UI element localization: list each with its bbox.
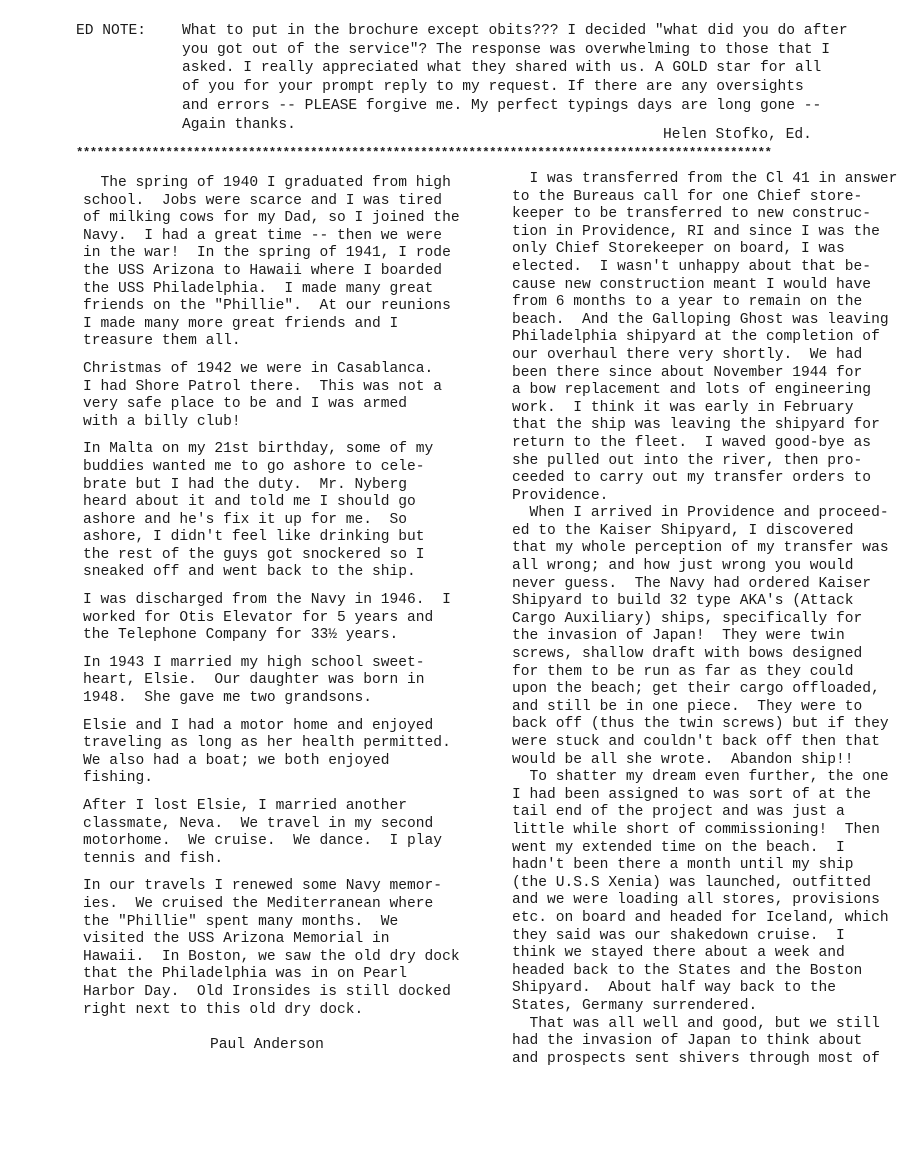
left-column-story xyxy=(83,175,483,1029)
paragraph: In 1943 I married my high school sweet- heart, Elsie. Our daughter was born in 1948. She gave me two grandsons. xyxy=(83,654,425,707)
editor-note-label: ED NOTE: xyxy=(76,23,147,39)
story-author: Paul Anderson xyxy=(210,1037,324,1053)
editor-note-text: What to put in the brochure except obits??? I decided "what did you do after you got out of the service"? The response was overwhelming to those that I asked. I really appreciated what they shared with us. A GOLD star for all of you for your prompt reply to my request. If there are any oversights and errors -- PLEASE forgive me. My perfect typings days are long gone -- Again thanks. xyxy=(182,23,848,133)
paragraph: That was all well and good, but we still had the invasion of Japan to think about and prospects sent shivers through most of xyxy=(512,1015,880,1067)
right-column-story xyxy=(512,171,900,1068)
paragraph: When I arrived in Providence and proceed- ed to the Kaiser Shipyard, I discovered that my whole perception of my transfer was all wrong; and how just wrong you would never guess. The Navy had ordered Kaiser Shipyard to build 32 type AKA's (Attack Cargo Auxiliary) ships, specifically for the invasion of Japan! They were twin screws, shallow draft with bows designed for them to be run as far as they could upon the beach; get their cargo offloaded, and still be in one piece. They were to back off (thus the twin screws) but if they were stuck and couldn't back off then that would be all she wrote. Abandon ship!! xyxy=(512,505,889,768)
paragraph: After I lost Elsie, I married another classmate, Neva. We travel in my second motorhome. We cruise. We dance. I play tennis and fish. xyxy=(83,798,443,867)
paragraph: I was transferred from the Cl 41 in answer to the Bureaus call for one Chief store- keeper to be transferred to new construc- tion in Providence, RI and since I was the only Chief Storekeeper on board, I was elected. I wasn't unhappy about that be- cause new construction meant I would have from 6 months to a year to remain on the beach. And the Galloping Ghost was leaving Philadelphia shipyard at the completion of our overhaul there very shortly. We had been there since about November 1944 for a bow replacement and lots of engineering work. I think it was early in February that the ship was leaving the shipyard for return to the fleet. I waved good-bye as she pulled out into the river, then pro- ceeded to carry out my transfer orders to Providence. xyxy=(512,171,898,504)
paragraph: In Malta on my 21st birthday, some of my buddies wanted me to go ashore to cele- brate but I had the duty. Mr. Nyberg heard about it and told me I should go ashore and he's fix it up for me. So ashore, I didn't feel like drinking but the rest of the guys got snockered so I sneaked off and went back to the ship. xyxy=(83,441,434,581)
paragraph: The spring of 1940 I graduated from high school. Jobs were scarce and I was tired of milking cows for my Dad, so I joined the Navy. I had a great time -- then we were in the war! In the spring of 1941, I rode the USS Arizona to Hawaii where I boarded the USS Philadelphia. I made many great friends on the "Phillie". At our reunions I made many more great friends and I treasure them all. xyxy=(83,175,460,350)
editor-signature: Helen Stofko, Ed. xyxy=(663,127,812,143)
paragraph: Elsie and I had a motor home and enjoyed traveling as long as her health permitted. We also had a boat; we both enjoyed fishing. xyxy=(83,717,451,787)
paragraph: To shatter my dream even further, the one I had been assigned to was sort of at the tail end of the project and was just a little while short of commissioning! Then went my extended time on the beach. I hadn't been there a month until my ship (the U.S.S Xenia) was launched, outfitted and we were loading all stores, provisions etc. on board and headed for Iceland, which they said was our shakedown cruise. I think we stayed there about a week and headed back to the States and the Boston Shipyard. About half way back to the States, Germany surrendered. xyxy=(512,769,889,1014)
paragraph: In our travels I renewed some Navy memor- ies. We cruised the Mediterranean where the "Phillie" spent many months. We visited the USS Arizona Memorial in Hawaii. In Boston, we saw the old dry dock that the Philadelphia was in on Pearl Harbor Day. Old Ironsides is still docked right next to this old dry dock. xyxy=(83,878,460,1018)
paragraph: I was discharged from the Navy in 1946. I worked for Otis Elevator for 5 years and the Telephone Company for 33½ years. xyxy=(83,592,451,644)
asterisk-divider: ***************************************************************************************************** xyxy=(76,146,772,160)
paragraph: Christmas of 1942 we were in Casablanca. I had Shore Patrol there. This was not a very safe place to be and I was armed with a billy club! xyxy=(83,360,443,430)
